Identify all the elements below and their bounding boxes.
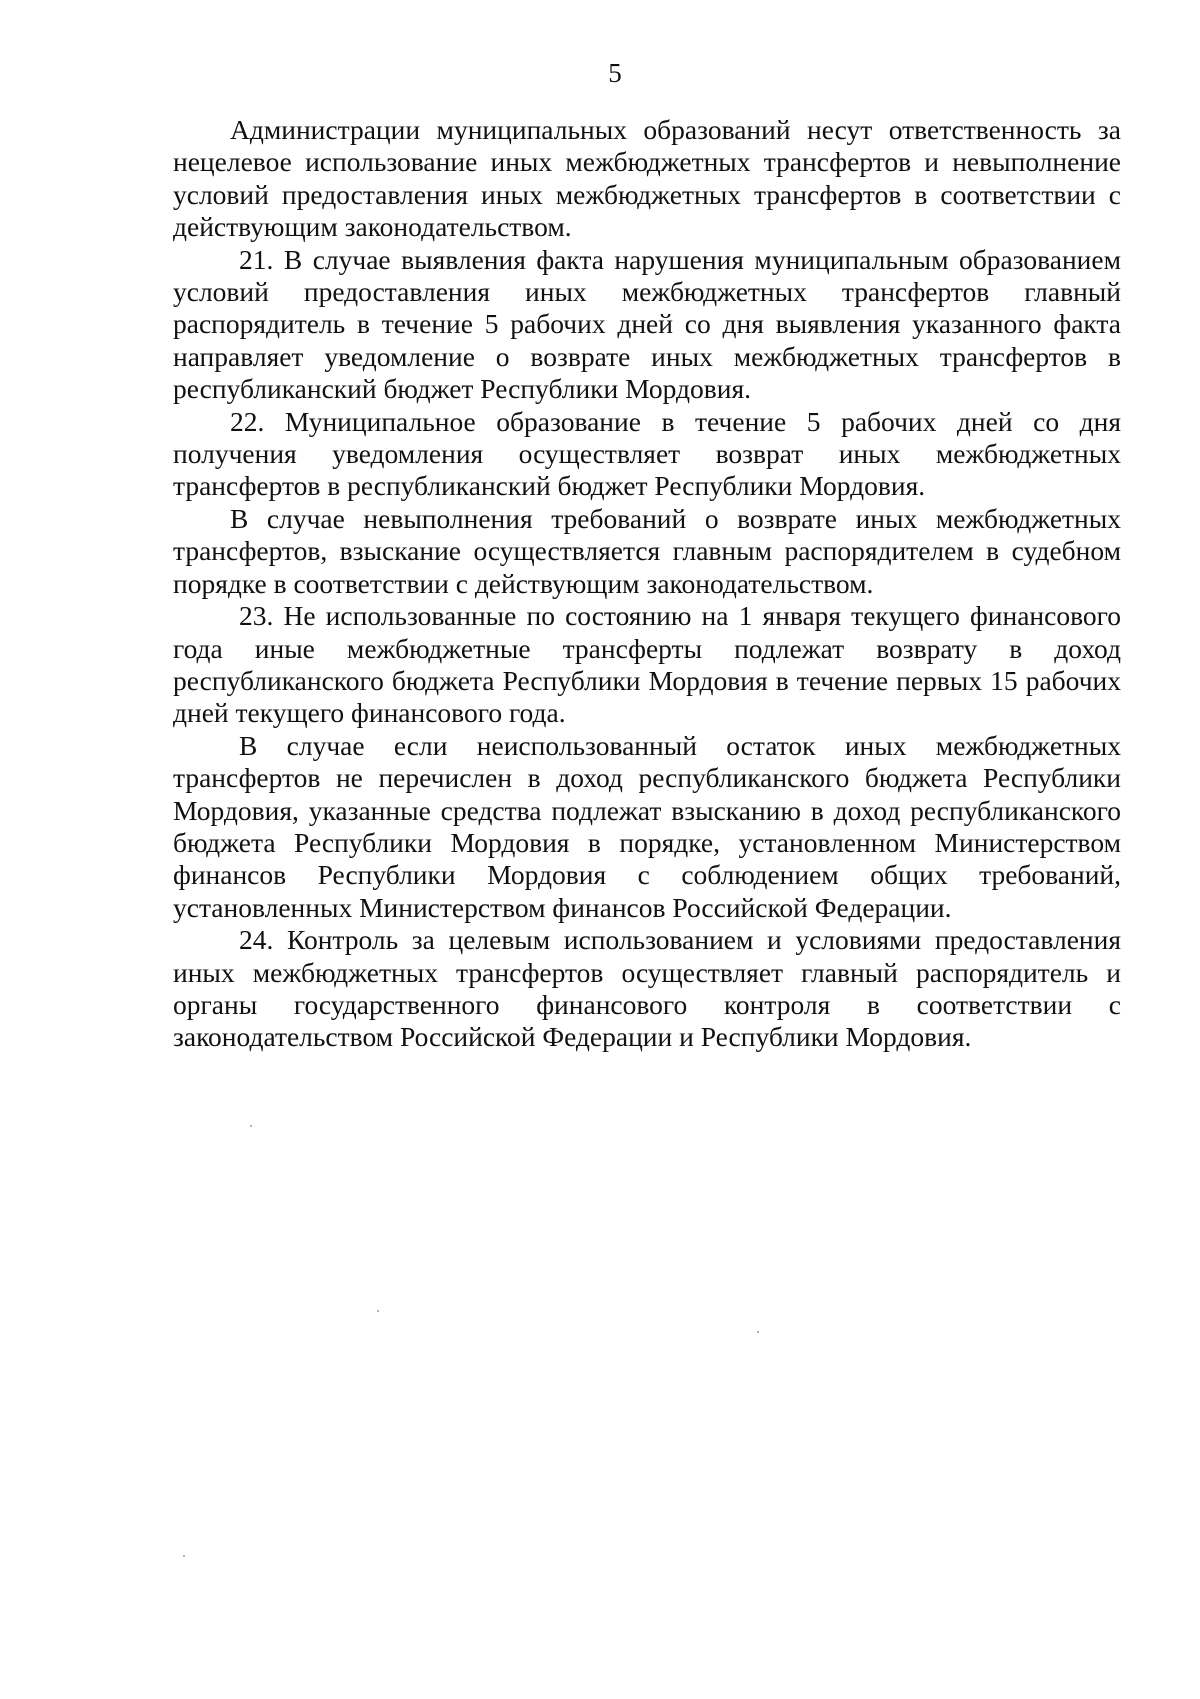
paragraph-clause-23: 23. Не использованные по состоянию на 1 января текущего финансового года иные межбюджетные трансферты подлежат возврату в доход республиканского бюджета Республики Мордовия в течение первых 15 рабочих дней текущего финансового года. — [173, 600, 1121, 729]
paragraph-clause-22: 22. Муниципальное образование в течение 5 рабочих дней со дня получения уведомления осуществляет возврат иных межбюджетных трансфертов в республиканский бюджет Республики Мордовия. — [173, 405, 1121, 502]
page-number: 5 — [608, 58, 622, 88]
document-body — [173, 114, 1121, 1054]
paragraph-unused-balance: В случае если неиспользованный остаток иных межбюджетных трансфертов не перечислен в доход республиканского бюджета Республики Мордовия, указанные средства подлежат взысканию в доход республиканского бюджета Республики Мордовия в порядке, установленном Министерством финансов Республики Мордовия с соблюдением общих требований, установленных Министерством финансов Российской Федерации. — [173, 729, 1121, 923]
scan-speck — [250, 1125, 252, 1127]
paragraph-clause-21: 21. В случае выявления факта нарушения муниципальным образованием условий предоставления иных межбюджетных трансфертов главный распорядитель в течение 5 рабочих дней со дня выявления указанного факта направляет уведомление о возврате иных межбюджетных трансфертов в республиканский бюджет Республики Мордовия. — [173, 243, 1121, 405]
paragraph-clause-24: 24. Контроль за целевым использованием и условиями предоставления иных межбюджетных трансфертов осуществляет главный распорядитель и органы государственного финансового контроля в соответствии с законодательством Российской Федерации и Республики Мордовия. — [173, 924, 1121, 1053]
paragraph-recovery-court: В случае невыполнения требований о возврате иных межбюджетных трансфертов, взыскание осуществляется главным распорядителем в судебном порядке в соответствии с действующим законодательством. — [173, 502, 1121, 599]
scan-speck — [183, 1555, 185, 1557]
scan-speck — [377, 1310, 379, 1312]
scan-speck — [757, 1331, 759, 1333]
paragraph-admin-responsibility: Администрации муниципальных образований несут ответственность за нецелевое использование иных межбюджетных трансфертов и невыполнение условий предоставления иных межбюджетных трансфертов в соответствии с действующим законодательством. — [173, 114, 1121, 243]
